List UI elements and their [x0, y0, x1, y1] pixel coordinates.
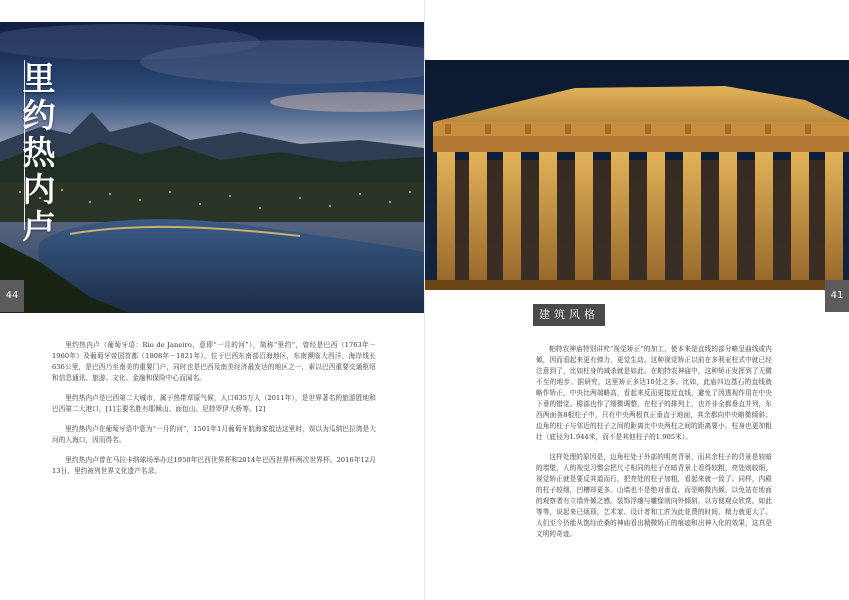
- left-paragraph-1: 里约热内卢（葡萄牙语：Rio de Janeiro，意即“一月的河”），简称“里约”，曾经是巴西（1763年－1960年）及葡萄牙帝国首都（1808年－1821年），位于巴西东南部沿海地区，东南濒临大西洋，海岸线长636公里，是巴西乃至南美的重要门户，同时也是巴西及南美经济最发达的地区之一，素以巴西重要交通枢纽和信息通讯、旅游、文化、金融和保险中心而闻名。: [52, 341, 376, 382]
- left-body-text: [52, 340, 376, 486]
- parthenon-photo-illustration: [425, 60, 849, 290]
- left-paragraph-2: 里约热内卢是巴西第二大城市，属于热带草原气候，人口635万人（2011年），是世界著名的旅游胜地和巴西第二大港口，[1]主要名胜有耶稣山、面包山、尼特罗伊大桥等。[2]: [52, 394, 376, 413]
- left-paragraph-3: 里约热内卢在葡萄牙语中意为“一月的河”，1501年1月葡萄牙航海家抵达这里时，误以为瓜纳巴拉湾是大河的入海口，因而得名。: [52, 425, 376, 444]
- page-title: 里约热内卢: [22, 59, 56, 246]
- rio-photo-illustration: [0, 22, 424, 313]
- parthenon-photo: [425, 60, 849, 290]
- page-number-right: 41: [825, 280, 849, 312]
- left-paragraph-4: 里约热内卢曾在马拉卡纳球场举办过1950年巴西世界杯和2014年巴西世界杯两次世界杯。2016年12月13日，里约被列世界文化遗产名录。: [52, 456, 376, 475]
- right-body-text: [536, 344, 772, 549]
- section-title-badge: 建筑风格: [533, 304, 605, 326]
- right-paragraph-2: 这样处理的原因是，边角柱处于外部的明亮背景，而其余柱子的背景是较暗的墙壁，人的视觉习惯会把尺寸相同的柱子在暗背景上看得较粗，亮处则较细，视觉矫正就是要反其道而行，把亮处的柱子加粗，看起来就一致了。同样，内殿的柱子较细，凹槽却更多。山墙也不是绝对垂直，而是略微内倾，以免站在地面的观察者有立墙外倾之感。装饰浮雕与雕像则向外倾斜，以方便观众欣赏。如此等等，说起来已烦琐，艺术家、设计者和工匠为此花费的时间、精力就更大了。人们至今仍能从饱经沧桑的神庙看出精微矫正的痕迹和出神入化的效果，这真是文明的奇迹。: [536, 453, 772, 538]
- page-number-left: 44: [0, 280, 24, 312]
- rio-photo: [0, 22, 424, 313]
- right-paragraph-1: 帕特农神庙特别讲究“视觉矫正”的加工，使本来是直线的部分略呈曲线或内倾，因而看起来更有弹力，更觉生动。这种视觉矫正以前在多利亚柱式中就已经注意到了，比如柱身的减杀就是如此。在帕特农神庙中，这种矫正发挥到了无微不至的地步。据研究，这里矫正多达10处之多。比如，此庙四边基石的直线就略作矫正，中央比两端略高，看起来反而更接近直线，避免了因透视作用在中央下垂的错觉。檐部也作了细微调整，在柱子的排列上，也并非全都垂直并列，东西两面各8根柱子中，只有中央两根真正垂直于地面，其余都向中央略微倾斜；边角的柱子与邻近的柱子之间的距离比中央两柱之间的距离要小，柱身也更加粗壮（底径为1.944米，而不是其他柱子的1.905米）。: [536, 345, 772, 441]
